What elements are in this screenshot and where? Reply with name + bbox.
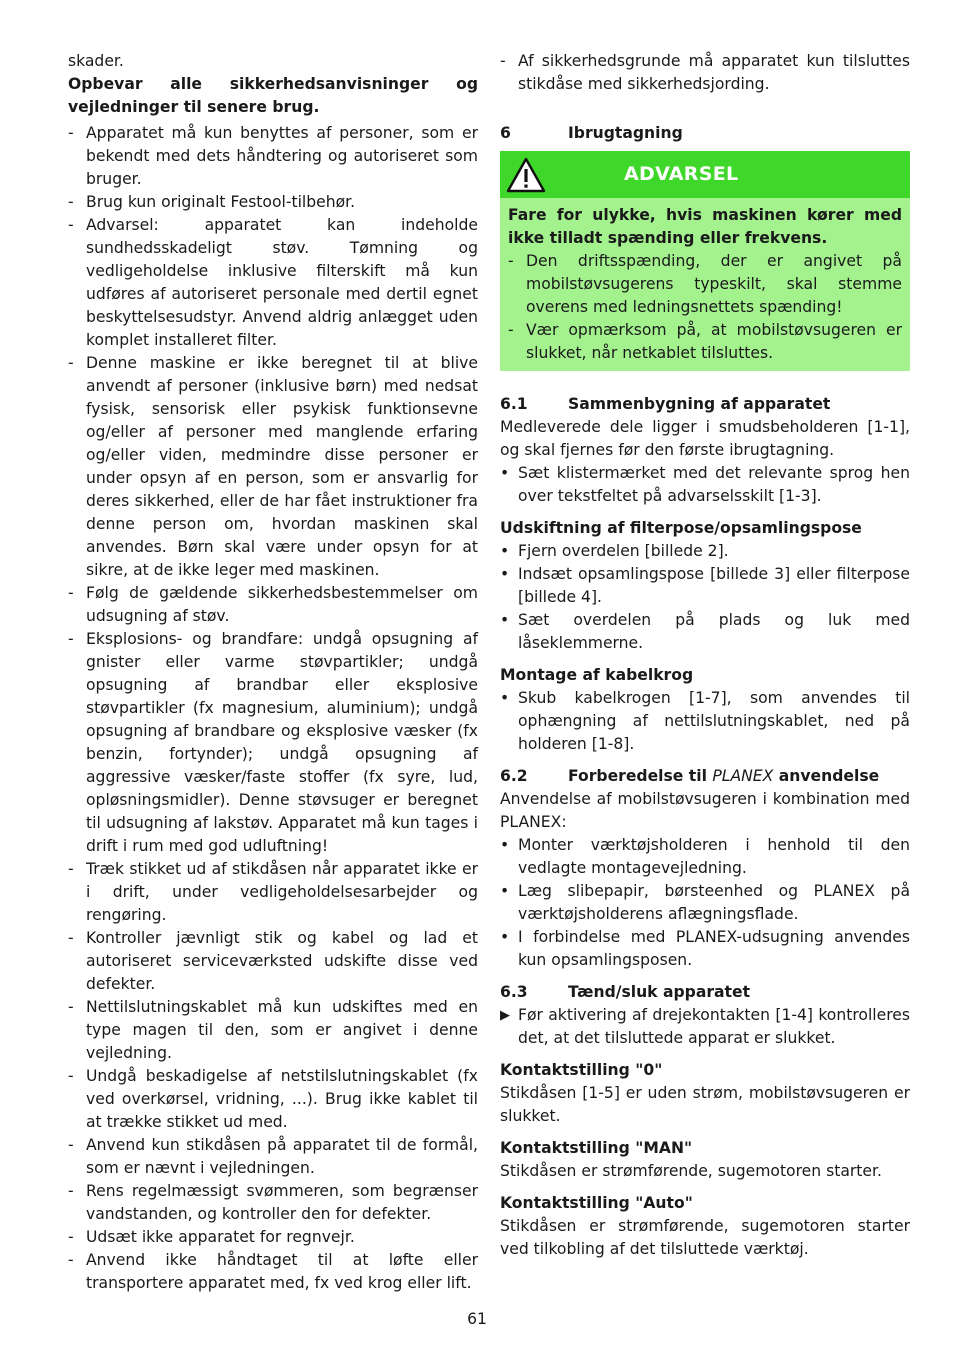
list-item: - Eksplosions- og brandfare: undgå opsugning af gnister eller varme støvpartikler; undgå opsugning af brandbar eller eksplosive støvpartikler (fx magnesium, aluminium); undgå opsugning af brandbare og eksplosive væsker (fx benzin, fortynder); undgå opsugning af aggressive væsker/faste stoffer (fx syre, lud, opløsningsmidler). Denne støvsuger er beregnet til udsugning af lakstøv. Apparatet må kun tages i drift i rum med god udluftning! [68,628,478,858]
section-6-1-heading [500,393,910,416]
right-column [500,50,910,1261]
switch-position-0-text: Stikdåsen [1-5] er uden strøm, mobilstøvsugeren er slukket. [500,1084,910,1125]
section-6-3-heading [500,981,910,1004]
section-title: Forberedelse til PLANEX anvendelse [568,767,880,785]
section-title: Tænd/sluk apparatet [568,983,751,1001]
safety-list-continued [500,50,910,96]
section-6-1-text: Medleverede dele ligger i smudsbeholderen [1-1], og skal fjernes før den første ibrugtagning. [500,418,910,459]
list-item: - Af sikkerhedsgrunde må apparatet kun tilsluttes stikdåse med sikkerhedsjording. [500,50,910,96]
list-item: - Apparatet må kun benyttes af personer, som er bekendt med dets håndtering og autoriseret som bruger. [68,122,478,191]
list-item: - Træk stikket ud af stikdåsen når apparatet ikke er i drift, under vedligeholdelsesarbejder og rengøring. [68,858,478,927]
section-6-heading [500,122,910,145]
page-number: 61 [467,1310,487,1328]
list-item: • Sæt klistermærket med det relevante sprog hen over tekstfeltet på advarselsskilt [1-3]. [500,462,910,508]
cable-hook-heading: Montage af kabelkrog [500,666,694,684]
section-6-2-list [500,834,910,972]
list-item: - Udsæt ikke apparatet for regnvejr. [68,1226,478,1249]
section-number: 6 [500,124,511,142]
list-item: - Følg de gældende sikkerhedsbestemmelser om udsugning af støv. [68,582,478,628]
list-item: - Advarsel: apparatet kan indeholde sundhedsskadeligt støv. Tømning og vedligeholdelse inklusive filterskift må kun udføres af autoriseret personale med dertil egnet beskyttelsesudstyr. Anvend aldrig anlægget uden komplet installeret filter. [68,214,478,352]
switch-position-man-heading: Kontaktstilling "MAN" [500,1139,693,1157]
action-text: Før aktivering af drejekontakten [1-4] kontrolleres det, at det tilsluttede apparat er slukket. [518,1006,910,1047]
list-item: • Skub kabelkrogen [1-7], som anvendes til ophængning af nettilslutningskablet, ned på holderen [1-8]. [500,687,910,756]
list-item: - Vær opmærksom på, at mobilstøvsugeren er slukket, når netkablet tilsluttes. [508,319,902,365]
list-item: • Indsæt opsamlingspose [billede 3] eller filterpose [billede 4]. [500,563,910,609]
warning-title: ADVARSEL [624,163,739,185]
list-item: • I forbindelse med PLANEX-udsugning anvendes kun opsamlingsposen. [500,926,910,972]
warning-lead: Fare for ulykke, hvis maskinen kører med ikke tilladt spænding eller frekvens. [508,206,902,247]
cable-hook-list [500,687,910,756]
warning-box [500,151,910,371]
list-item: - Kontroller jævnligt stik og kabel og lad et autoriseret serviceværksted udskifte disse ved defekter. [68,927,478,996]
list-item: • Fjern overdelen [billede 2]. [500,540,910,563]
section-title: Sammenbygning af apparatet [568,395,831,413]
list-item: • Monter værktøjsholderen i henhold til den vedlagte montagevejledning. [500,834,910,880]
section-number: 6.3 [500,983,528,1001]
warning-list [508,250,902,365]
action-step [500,1004,910,1050]
switch-position-auto-heading: Kontaktstilling "Auto" [500,1194,693,1212]
list-item: - Nettilslutningskablet må kun udskiftes med en type magen til den, som er angivet i denne vejledning. [68,996,478,1065]
switch-position-0-heading: Kontaktstilling "0" [500,1061,663,1079]
keep-instructions-note: Opbevar alle sikkerhedsanvisninger og vejledninger til senere brug. [68,75,478,116]
list-item: - Undgå beskadigelse af netstilslutningskablet (fx ved overkørsel, vridning, ...). Brug ikke kablet til at trække stikket ud med. [68,1065,478,1134]
list-item: - Denne maskine er ikke beregnet til at blive anvendt af personer (inklusive børn) med nedsat fysisk, sensorisk eller psykisk funktionsevne og/eller af personer med manglende erfaring og/eller viden, medmindre disse personer er under opsyn af en person, som er ansvarlig for deres sikkerhed, eller de har fået instruktioner fra denne person om, hvordan maskinen skal anvendes. Børn skal være under opsyn for at sikre, at de ikke leger med maskinen. [68,352,478,582]
section-number: 6.2 [500,767,528,785]
section-number: 6.1 [500,395,528,413]
list-item: - Den driftsspænding, der er angivet på mobilstøvsugerens typeskilt, skal stemme overens med ledningsnettets spænding! [508,250,902,319]
section-title: Ibrugtagning [568,124,683,142]
switch-position-man-text: Stikdåsen er strømførende, sugemotoren starter. [500,1162,882,1180]
list-item: - Anvend kun stikdåsen på apparatet til de formål, som er nævnt i vejledningen. [68,1134,478,1180]
warning-triangle-icon [506,157,546,193]
switch-position-auto-text: Stikdåsen er strømførende, sugemotoren starter ved tilkobling af det tilsluttede værktøj. [500,1217,910,1258]
warning-header [500,151,910,198]
list-item: • Sæt overdelen på plads og luk med låseklemmerne. [500,609,910,655]
section-6-2-heading [500,765,910,788]
safety-list [68,122,478,1295]
list-item: - Anvend ikke håndtaget til at løfte eller transportere apparatet med, fx ved krog eller lift. [68,1249,478,1295]
arrow-right-icon: ▶ [500,1008,510,1023]
intro-text: skader. [68,52,124,70]
section-6-2-text: Anvendelse af mobilstøvsugeren i kombination med PLANEX: [500,790,910,831]
section-6-1-list [500,462,910,508]
left-column [68,50,478,1295]
list-item: • Læg slibepapir, børsteenhed og PLANEX på værktøjsholderens aflægningsflade. [500,880,910,926]
filter-bag-heading: Udskiftning af filterpose/opsamlingspose [500,519,862,537]
list-item: - Rens regelmæssigt svømmeren, som begrænser vandstanden, og kontroller den for defekter. [68,1180,478,1226]
filter-bag-list [500,540,910,655]
list-item: - Brug kun originalt Festool-tilbehør. [68,191,478,214]
